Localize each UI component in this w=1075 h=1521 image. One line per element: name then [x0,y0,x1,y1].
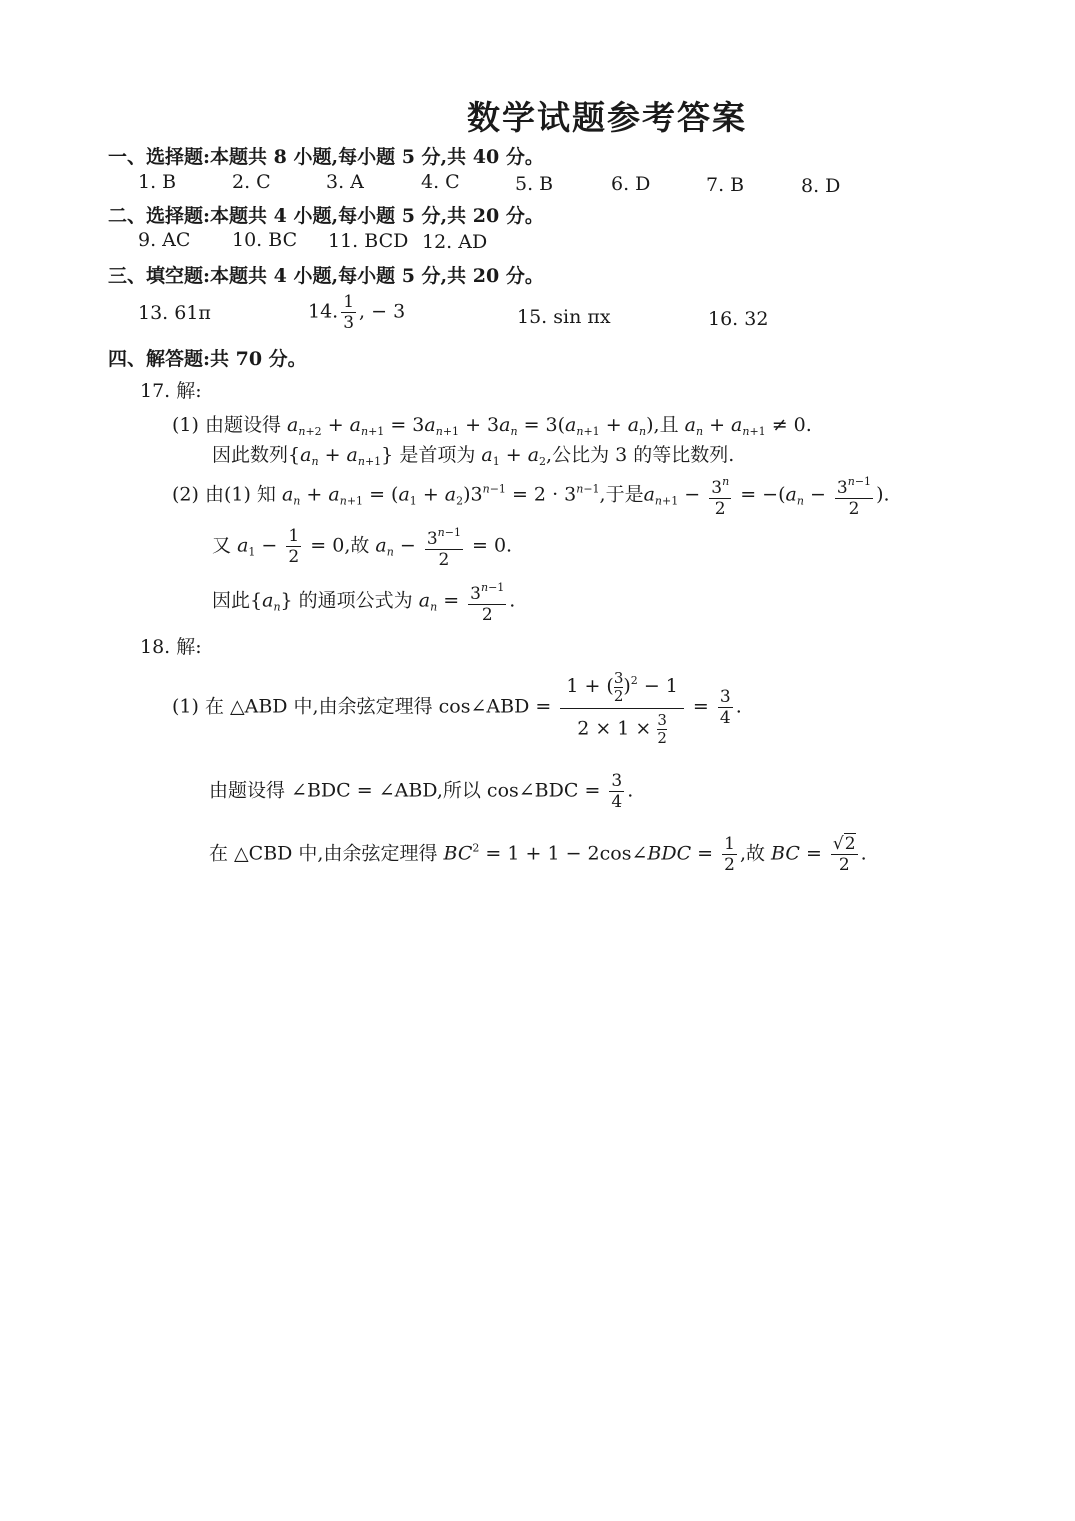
q17-part1-line2: 因此数列$\{a_n + a_{n+1}\}$ 是首项为 $a_1 + a_2$,公比为 3 的等比数列. [212,444,735,468]
fill-answer-16: 16. 32 [708,308,769,330]
mc-answer: 4. C [421,171,460,193]
section-heading-multi: 二、选择题:本题共 4 小题,每小题 5 分,共 20 分。 [108,205,544,227]
multi-answer: 11. BCD [328,230,409,252]
mc-answer: 5. B [515,173,554,195]
q18-label: 18. 解: [140,636,202,658]
fraction: $\frac{3^{n-1}}{2}$ [468,578,506,625]
q17-part2-line1: (2) 由(1) 知 $a_n + a_{n+1} = (a_1 + a_2)3^{n-1} = 2 \cdot 3^{n-1}$,于是$a_{n+1}$ − $\frac{3^n}{2}$ = $-(a_n$ − $\frac{3^{n-1}}{2}$ ). [172,472,890,519]
multi-answer: 12. AD [422,231,488,253]
fraction: $\frac{1}{3}$ [343,292,355,333]
multi-answer: 9. AC [138,229,191,251]
mc-answer: 1. B [138,171,177,193]
fraction: $\frac{1}{2}$ [288,526,300,567]
fill-answer-15: 15. sin πx [517,306,611,328]
fraction: $\frac{1}{2}$ [724,834,735,875]
section-heading-choice: 一、选择题:本题共 8 小题,每小题 5 分,共 40 分。 [108,146,544,168]
q17-label: 17. 解: [140,380,202,402]
section-heading-solutions: 四、解答题:共 70 分。 [108,348,307,370]
mc-answer: 8. D [801,175,841,197]
fraction: $\frac{3^{n-1}}{2}$ [425,523,463,570]
mc-answer: 3. A [326,171,364,193]
q17-part2-line2: 又 $a_1$ − $\frac{1}{2}$ = 0,故 $a_n$ − $\frac{3^{n-1}}{2}$ = 0. [212,523,512,570]
q17-part1-line1: (1) 由题设得 $a_{n+2} + a_{n+1} = 3a_{n+1} + 3a_n = 3(a_{n+1} + a_n)$,且 $a_n + a_{n+1} \ne 0$. [172,414,812,438]
fraction: $\frac{√2}{2}$ [832,834,856,875]
q18-part1-line1: (1) 在 △ABD 中,由余弦定理得 cos∠ABD = 1 + ( $\frac{3}{2}$ )$^2$ − 1 2 × 1 × $\frac{3}{2}$ = $\frac{3}{4}$ . [172,668,742,747]
fraction: $\frac{3^{n-1}}{2}$ [835,472,873,519]
mc-answer: 7. B [706,174,745,196]
page-title: 数学试题参考答案 [467,98,747,137]
multi-answer: 10. BC [232,229,298,251]
mc-answer: 2. C [232,171,271,193]
section-heading-fill: 三、填空题:本题共 4 小题,每小题 5 分,共 20 分。 [108,265,544,287]
fraction: $\frac{3}{4}$ [611,771,623,812]
fraction: $\frac{3^n}{2}$ [709,472,731,519]
fill-answer-13: 13. 61π [138,302,211,324]
q17-part2-line3: 因此$\{a_n\}$ 的通项公式为 $a_n$ = $\frac{3^{n-1}}{2}$ . [212,578,515,625]
fraction: $\frac{3}{4}$ [719,686,731,728]
q18-part1-line2: 由题设得 ∠BDC = ∠ABD,所以 cos∠BDC = $\frac{3}{4}$ . [209,771,634,812]
mc-answer: 6. D [611,173,651,195]
q18-part1-line3: 在 △CBD 中,由余弦定理得 $BC^2 = 1 + 1$ − 2cos∠BDC = $\frac{1}{2}$ ,故 BC = $\frac{√2}{2}$ . [209,834,867,875]
fraction: 1 + ( $\frac{3}{2}$ )$^2$ − 1 2 × 1 × $\frac{3}{2}$ [560,668,684,747]
fill-answer-14: 14. $\frac{1}{3}$ , − 3 [308,292,406,333]
